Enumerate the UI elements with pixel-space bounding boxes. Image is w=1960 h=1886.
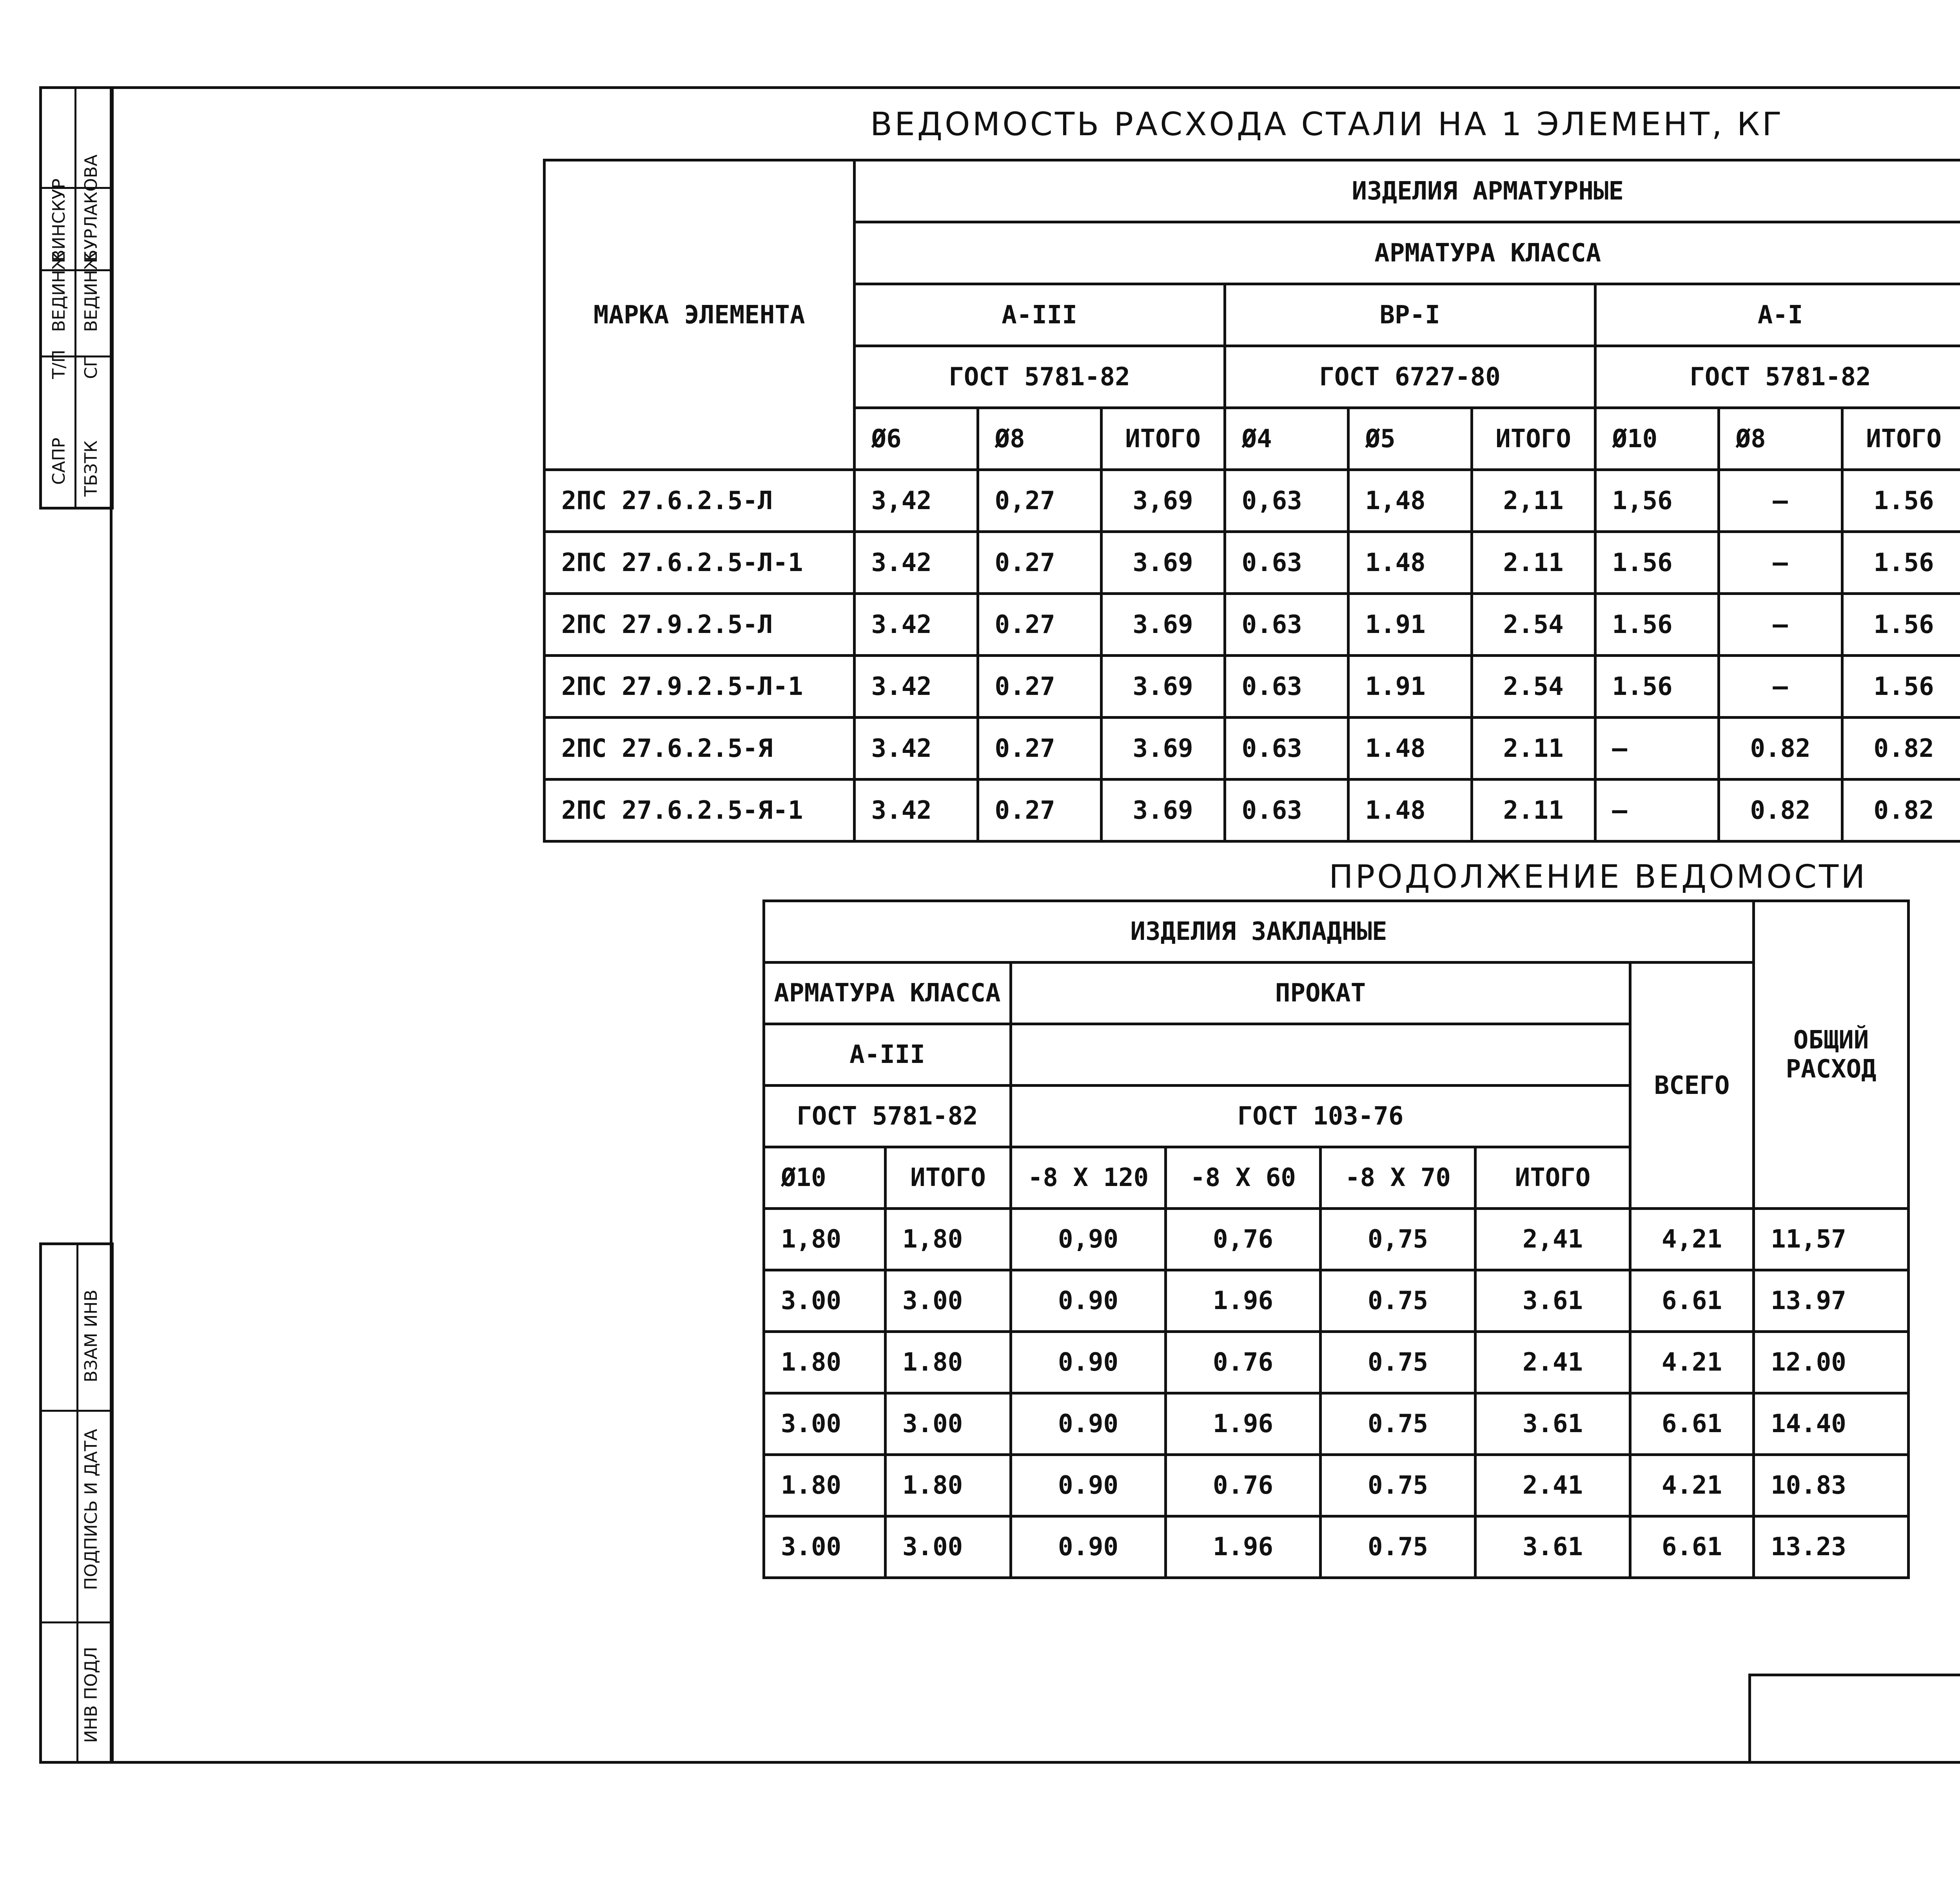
side-label-tp: Т/П: [49, 350, 69, 379]
prokat-header: ПРОКАТ: [1011, 963, 1630, 1024]
sub-header: ИТОГО: [1842, 408, 1960, 470]
sub-header: -8 Х 70: [1321, 1147, 1475, 1209]
value-cell: 11,57: [1754, 1209, 1909, 1270]
value-cell: 0.63: [1225, 532, 1348, 594]
value-cell: 3.42: [854, 780, 978, 841]
value-cell: 13.23: [1754, 1516, 1909, 1578]
class-vr1-header: ВР-I: [1225, 284, 1595, 346]
value-cell: 0.76: [1166, 1332, 1321, 1393]
value-cell: 1.96: [1166, 1270, 1321, 1332]
class-a3-header: А-III: [854, 284, 1225, 346]
gost-a1-header: ГОСТ 5781-82: [1595, 346, 1960, 408]
table-row: [764, 1332, 1909, 1393]
value-cell: 3.00: [886, 1516, 1011, 1578]
value-cell: 0.75: [1321, 1516, 1475, 1578]
sub-header: Ø10: [1595, 408, 1719, 470]
value-cell: 3.69: [1101, 532, 1225, 594]
side-label-tbztk: ТБЗТК: [81, 440, 101, 497]
value-cell: 1,56: [1595, 470, 1719, 532]
value-cell: —: [1595, 780, 1719, 841]
value-cell: 1.56: [1842, 656, 1960, 718]
armatura-klassa-header: АРМАТУРА КЛАССА: [764, 963, 1011, 1024]
element-mark-cell: 2ПС 27.6.2.5-Л: [544, 470, 855, 532]
value-cell: 1,80: [764, 1209, 886, 1270]
value-cell: 0.90: [1011, 1393, 1166, 1455]
value-cell: 2.11: [1472, 780, 1595, 841]
sub-header: Ø8: [1719, 408, 1842, 470]
value-cell: 2.11: [1472, 718, 1595, 780]
value-cell: —: [1719, 594, 1842, 656]
value-cell: 1.48: [1348, 780, 1472, 841]
value-cell: 0,27: [978, 470, 1101, 532]
value-cell: 2.11: [1472, 532, 1595, 594]
sub-header: Ø8: [978, 408, 1101, 470]
value-cell: 12.00: [1754, 1332, 1909, 1393]
value-cell: 1.56: [1595, 532, 1719, 594]
value-cell: 0.82: [1719, 718, 1842, 780]
value-cell: 0,90: [1011, 1209, 1166, 1270]
value-cell: 1.96: [1166, 1516, 1321, 1578]
value-cell: —: [1595, 718, 1719, 780]
value-cell: 3.42: [854, 532, 978, 594]
gost-5781-header: ГОСТ 5781-82: [764, 1086, 1011, 1147]
value-cell: 1,80: [886, 1209, 1011, 1270]
value-cell: 1.96: [1166, 1393, 1321, 1455]
sub-header: ИТОГО: [1101, 408, 1225, 470]
sub-header: -8 Х 60: [1166, 1147, 1321, 1209]
value-cell: 3.61: [1475, 1516, 1630, 1578]
value-cell: 3,69: [1101, 470, 1225, 532]
value-cell: 0.76: [1166, 1455, 1321, 1516]
value-cell: 0.27: [978, 780, 1101, 841]
value-cell: 1.48: [1348, 532, 1472, 594]
table-row: [544, 780, 1960, 841]
value-cell: 2.54: [1472, 594, 1595, 656]
value-cell: 6.61: [1630, 1516, 1754, 1578]
side-label-vedinzh-1: ВЕДИНЖ: [49, 251, 69, 332]
side-label-vedinzh-2: ВЕДИНЖ: [81, 251, 101, 332]
table-row: [544, 718, 1960, 780]
value-cell: 0.63: [1225, 718, 1348, 780]
value-cell: 3,42: [854, 470, 978, 532]
value-cell: 0.75: [1321, 1270, 1475, 1332]
value-cell: 1.56: [1595, 656, 1719, 718]
table-row: [764, 1516, 1909, 1578]
value-cell: 3.61: [1475, 1393, 1630, 1455]
sub-header: -8 Х 120: [1011, 1147, 1166, 1209]
value-cell: 3.00: [764, 1516, 886, 1578]
value-cell: 0.82: [1719, 780, 1842, 841]
gost-vr1-header: ГОСТ 6727-80: [1225, 346, 1595, 408]
value-cell: 1.56: [1842, 532, 1960, 594]
element-mark-cell: 2ПС 27.6.2.5-Л-1: [544, 532, 855, 594]
value-cell: 13.97: [1754, 1270, 1909, 1332]
element-mark-cell: 2ПС 27.6.2.5-Я-1: [544, 780, 855, 841]
value-cell: 14.40: [1754, 1393, 1909, 1455]
value-cell: 3.69: [1101, 656, 1225, 718]
value-cell: 1.56: [1842, 470, 1960, 532]
value-cell: 3.00: [886, 1270, 1011, 1332]
value-cell: 3.00: [764, 1270, 886, 1332]
value-cell: 3.42: [854, 656, 978, 718]
side-label-vzam-inv: ВЗАМ ИНВ: [81, 1289, 101, 1382]
marka-header: МАРКА ЭЛЕМЕНТА: [544, 160, 855, 470]
sub-header: ИТОГО: [1475, 1147, 1630, 1209]
value-cell: 1.80: [764, 1332, 886, 1393]
value-cell: 1.80: [886, 1455, 1011, 1516]
gost-a3-header: ГОСТ 5781-82: [854, 346, 1225, 408]
izdeliya-armaturnye-header: ИЗДЕЛИЯ АРМАТУРНЫЕ: [854, 160, 1960, 222]
element-mark-cell: 2ПС 27.9.2.5-Л: [544, 594, 855, 656]
side-signature-strip: [39, 1242, 114, 1764]
sub-header: Ø5: [1348, 408, 1472, 470]
value-cell: 6.61: [1630, 1270, 1754, 1332]
value-cell: 1.56: [1595, 594, 1719, 656]
value-cell: 2.41: [1475, 1455, 1630, 1516]
element-mark-cell: 2ПС 27.9.2.5-Л-1: [544, 656, 855, 718]
value-cell: 0.27: [978, 594, 1101, 656]
value-cell: 3.42: [854, 594, 978, 656]
value-cell: 0.90: [1011, 1516, 1166, 1578]
value-cell: 0.63: [1225, 780, 1348, 841]
value-cell: 3.00: [764, 1393, 886, 1455]
table-row: [764, 1209, 1909, 1270]
sub-header: ИТОГО: [886, 1147, 1011, 1209]
value-cell: 0.75: [1321, 1332, 1475, 1393]
value-cell: 0.63: [1225, 594, 1348, 656]
table1-title: ВЕДОМОСТЬ РАСХОДА СТАЛИ НА 1 ЭЛЕМЕНТ, КГ: [870, 106, 1784, 143]
value-cell: 0.63: [1225, 656, 1348, 718]
side-label-sapr: САПР: [49, 437, 69, 485]
side-label-podpis-data: ПОДПИСЬ И ДАТА: [81, 1429, 101, 1590]
value-cell: —: [1719, 532, 1842, 594]
value-cell: 3.69: [1101, 718, 1225, 780]
value-cell: 4.21: [1630, 1332, 1754, 1393]
value-cell: 0,75: [1321, 1209, 1475, 1270]
value-cell: 6.61: [1630, 1393, 1754, 1455]
value-cell: 4,21: [1630, 1209, 1754, 1270]
value-cell: 10.83: [1754, 1455, 1909, 1516]
value-cell: 3.42: [854, 718, 978, 780]
sub-header: Ø10: [764, 1147, 886, 1209]
value-cell: 3.61: [1475, 1270, 1630, 1332]
value-cell: 1.80: [886, 1332, 1011, 1393]
value-cell: 0.90: [1011, 1455, 1166, 1516]
class-a3-header: А-III: [764, 1024, 1011, 1086]
value-cell: 1.91: [1348, 594, 1472, 656]
value-cell: —: [1719, 470, 1842, 532]
value-cell: 3.69: [1101, 594, 1225, 656]
value-cell: 0.90: [1011, 1270, 1166, 1332]
value-cell: 0.27: [978, 718, 1101, 780]
value-cell: 0,63: [1225, 470, 1348, 532]
value-cell: 4.21: [1630, 1455, 1754, 1516]
side-label-sp: СП: [81, 354, 101, 379]
sub-header: Ø4: [1225, 408, 1348, 470]
value-cell: 0.90: [1011, 1332, 1166, 1393]
class-a1-header: А-I: [1595, 284, 1960, 346]
value-cell: —: [1719, 656, 1842, 718]
sub-header: ИТОГО: [1472, 408, 1595, 470]
value-cell: 1.48: [1348, 718, 1472, 780]
table-row: [544, 594, 1960, 656]
armatura-klassa-header: АРМАТУРА КЛАССА: [854, 222, 1960, 284]
table-row: [764, 1393, 1909, 1455]
value-cell: 0,76: [1166, 1209, 1321, 1270]
side-label-burlakova: БУРЛАКОВА: [81, 154, 101, 261]
table2-title: ПРОДОЛЖЕНИЕ ВЕДОМОСТИ: [1329, 858, 1867, 896]
value-cell: 1.56: [1842, 594, 1960, 656]
obshchiy-rashod-header: ОБЩИЙ РАСХОД: [1754, 901, 1909, 1209]
value-cell: 0.82: [1842, 780, 1960, 841]
value-cell: 2,41: [1475, 1209, 1630, 1270]
izdeliya-zakladnye-header: ИЗДЕЛИЯ ЗАКЛАДНЫЕ: [764, 901, 1754, 963]
value-cell: 0.27: [978, 532, 1101, 594]
value-cell: 0.27: [978, 656, 1101, 718]
table-row: [764, 1455, 1909, 1516]
table-row: [544, 470, 1960, 532]
value-cell: 0.82: [1842, 718, 1960, 780]
value-cell: 0.75: [1321, 1393, 1475, 1455]
value-cell: 0.75: [1321, 1455, 1475, 1516]
embedded-items-table: [762, 899, 1910, 1579]
document-code: [1751, 1676, 1960, 1761]
side-label-inv-podl: ИНВ ПОДЛ: [81, 1647, 101, 1743]
table-row: [544, 532, 1960, 594]
side-label-vinskur: ВИНСКУР: [49, 178, 69, 261]
value-cell: 1.91: [1348, 656, 1472, 718]
value-cell: 2,11: [1472, 470, 1595, 532]
sub-header: Ø6: [854, 408, 978, 470]
table-row: [544, 656, 1960, 718]
gost-103-header: ГОСТ 103-76: [1011, 1086, 1630, 1147]
value-cell: 3.00: [886, 1393, 1011, 1455]
value-cell: 1.80: [764, 1455, 886, 1516]
steel-consumption-table: [543, 159, 1960, 843]
value-cell: 2.41: [1475, 1332, 1630, 1393]
value-cell: 3.69: [1101, 780, 1225, 841]
element-mark-cell: 2ПС 27.6.2.5-Я: [544, 718, 855, 780]
vsego-header: ВСЕГО: [1630, 963, 1754, 1209]
value-cell: 1,48: [1348, 470, 1472, 532]
title-block: [1748, 1674, 1960, 1764]
table-row: [764, 1270, 1909, 1332]
prokat-empty-cell: [1011, 1024, 1630, 1086]
side-approval-strip: [39, 86, 114, 510]
value-cell: 2.54: [1472, 656, 1595, 718]
